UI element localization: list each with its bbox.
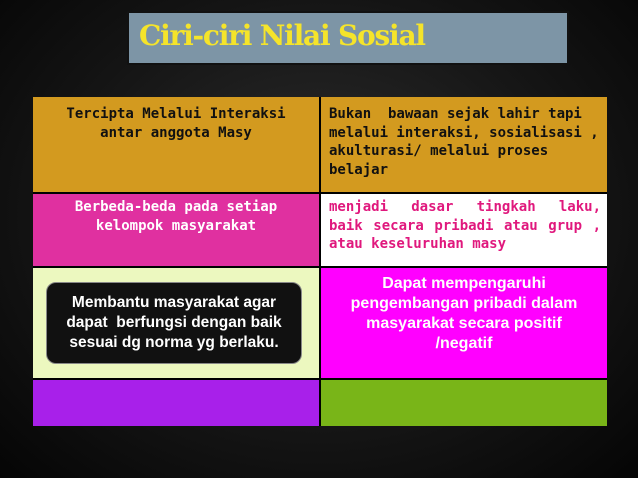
- cell-text-line: /negatif: [435, 335, 493, 352]
- table-cell-row3-left: [33, 266, 319, 378]
- cell-text-line: melalui interaksi, sosialisasi ,: [329, 124, 599, 141]
- slide-title: Ciri-ciri Nilai Sosial: [139, 19, 425, 52]
- note-text-line: sesuai dg norma yg berlaku.: [69, 334, 279, 351]
- cell-text-line: pengembangan pribadi dalam: [350, 295, 578, 312]
- function-note-box: [46, 282, 302, 364]
- cell-text-line: antar anggota Masy: [100, 124, 252, 141]
- cell-text-line: akulturasi/ melalui proses: [329, 143, 549, 159]
- note-text-line: dapat berfungsi dengan baik: [66, 314, 282, 331]
- table-cell-row2-left: [33, 192, 319, 266]
- table-cell-row4-right: [319, 378, 607, 426]
- cell-text-line: menjadi dasar tingkah laku,: [329, 199, 601, 215]
- cell-text-line: masyarakat secara positif: [366, 315, 562, 332]
- cell-text-line: Tercipta Melalui Interaksi: [66, 106, 286, 122]
- characteristics-table: [33, 97, 607, 426]
- table-cell-row4-left: [33, 378, 319, 426]
- cell-text-line: Bukan bawaan sejak lahir tapi: [329, 106, 582, 122]
- table-cell-row1-left: [33, 97, 319, 192]
- cell-text-line: Berbeda-beda pada setiap: [74, 199, 278, 215]
- note-text-line: Membantu masyarakat agar: [71, 294, 277, 311]
- cell-text-line: kelompok masyarakat: [95, 217, 257, 234]
- table-cell-row3-right: [319, 266, 607, 378]
- cell-text-line: baik secara pribadi atau grup ,: [329, 217, 601, 234]
- cell-text-line: Dapat mempengaruhi: [382, 275, 546, 292]
- table-cell-row1-right: [319, 97, 607, 192]
- cell-text-line: atau keseluruhan masy: [329, 236, 507, 252]
- cell-text-line: belajar: [329, 161, 389, 178]
- table-cell-row2-right: [319, 192, 607, 266]
- slide-title-box: [127, 11, 569, 65]
